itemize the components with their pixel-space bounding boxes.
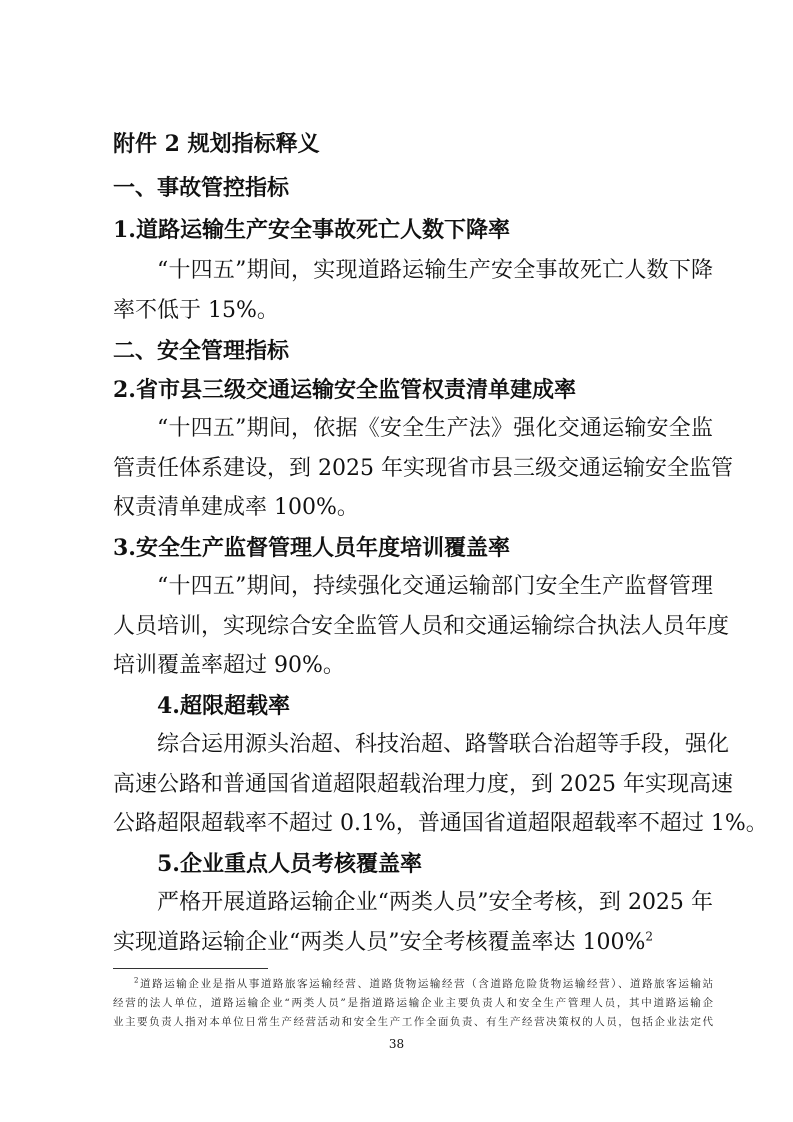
item-4-line-3: 公路超限超载率不超过 0.1%，普通国省道超限超载率不超过 1%。 [113,811,768,836]
footnote-marker: 2 [134,976,139,985]
footnote-line-3: 业主要负责人指对本单位日常生产经营活动和安全生产工作全面负责、有生产经营决策权的人员，包括企业法定代 [113,1016,713,1028]
item-5-line-1: 严格开展道路运输企业“两类人员”安全考核，到 2025 年 [157,890,713,915]
footnote-line-1-text: 道路运输企业是指从事道路旅客运输经营、道路货物运输经营（含道路危险货物运输经营）、道路旅客运输站 [138,978,713,990]
item-4-line-1: 综合运用源头治超、科技治超、路警联合治超等手段，强化 [157,732,730,757]
footnote-divider [113,968,268,969]
item-2-line-2: 管责任体系建设，到 2025 年实现省市县三级交通运输安全监管 [113,456,733,481]
section-1-heading: 一、事故管控指标 [113,175,290,201]
item-3-line-1: “十四五”期间，持续强化交通运输部门安全生产监督管理 [157,574,713,599]
item-5-heading: 5.企业重点人员考核覆盖率 [157,851,422,877]
item-2-line-3: 权责清单建成率 100%。 [113,495,359,520]
attachment-title: 附件 2 规划指标释义 [113,131,320,157]
item-2-line-1: “十四五”期间，依据《安全生产法》强化交通运输安全监 [157,416,713,441]
item-1-line-2: 率不低于 15%。 [113,298,279,323]
item-3-line-3: 培训覆盖率超过 90%。 [113,653,345,678]
item-5-line-2 [113,928,713,958]
item-2-heading: 2.省市县三级交通运输安全监管权责清单建成率 [113,377,576,403]
item-3-line-2: 人员培训，实现综合安全监管人员和交通运输综合执法人员年度 [113,614,730,639]
item-1-heading: 1.道路运输生产安全事故死亡人数下降率 [113,217,510,243]
item-3-heading: 3.安全生产监督管理人员年度培训覆盖率 [113,535,510,561]
item-1-line-1: “十四五”期间，实现道路运输生产安全事故死亡人数下降 [157,258,713,283]
section-2-heading: 二、安全管理指标 [113,338,290,364]
item-4-line-2: 高速公路和普通国省道超限超载治理力度，到 2025 年实现高速 [113,772,733,797]
footnote-line-1 [134,976,713,993]
page-number: 38 [388,1037,405,1051]
footnote-line-2: 经营的法人单位，道路运输企业“两类人员”是指道路运输企业主要负责人和安全生产管理人员，其中道路运输企 [113,997,713,1009]
item-4-heading: 4.超限超载率 [157,693,290,719]
footnote-reference: 2 [645,929,654,944]
item-5-line-2-text: 实现道路运输企业“两类人员”安全考核覆盖率达 100% [113,930,646,955]
